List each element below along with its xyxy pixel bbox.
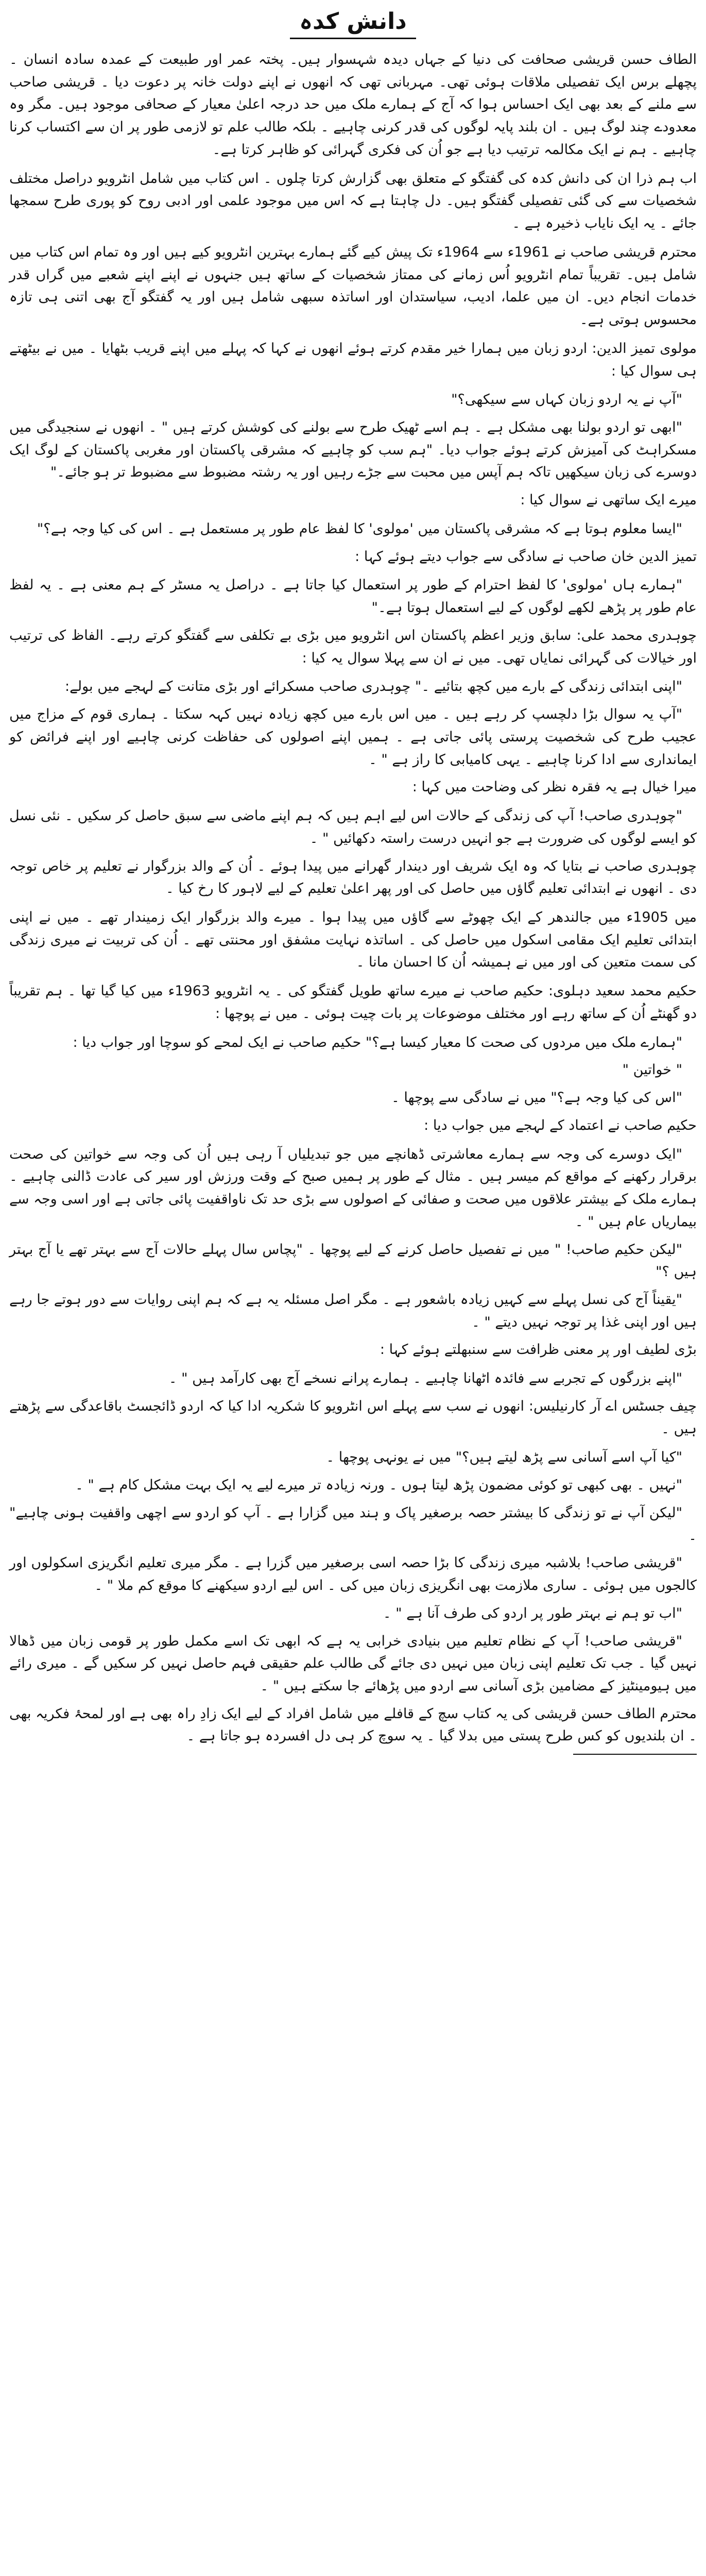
paragraph: میرا خیال ہے یہ فقرہ نظر کی وضاحت میں کہا : [412,779,697,795]
paragraph: میں 1905ء میں جالندھر کے ایک چھوٹے سے گاؤں میں پیدا ہوا ۔ میرے والد بزرگوار ایک زمیندار تھے ۔ میں نے اپنی ابتدائی تعلیم ایک مقامی اسکول میں حاصل کی ۔ اساتذہ نہایت مشفق اور محنتی تھے ۔ اُن کی تربیت نے میری زندگی کی سمت متعین کی اور میں نے ہمیشہ اُن کا احسان مانا ۔ [9,909,697,971]
article-title [9,7,697,39]
quote: "ہمارے ملک میں مردوں کی صحت کا معیار کیسا ہے؟" حکیم صاحب نے ایک لمحے کو سوچا اور جواب دیا : [73,1034,682,1050]
quote: "اب تو ہم نے بہتر طور پر اردو کی طرف آنا ہے " ۔ [383,1605,682,1621]
quote: "آپ نے یہ اردو زبان کہاں سے سیکھی؟" [451,392,682,408]
quote: "کیا آپ اسے آسانی سے پڑھ لیتے ہیں؟" میں نے یونہی پوچھا ۔ [326,1449,682,1466]
paragraph: الطاف حسن قریشی صحافت کی دنیا کے جہاں دیدہ شہسوار ہیں۔ پختہ عمر اور طبیعت کے عمدہ سادہ انسان ۔ پچھلے برس ایک تفصیلی ملاقات ہوئی تھی۔ مہربانی تھی کہ انھوں نے اپنے دولت خانہ پر دعوت دیا ۔ قریشی صاحب سے ملنے کے بعد بھی ایک احساس ہوا کہ آج کے ہمارے ملک میں حد درجہ اعلیٰ معیار کے صحافی موجود ہیں۔ مگر وہ معدودے چند لوگ ہیں ۔ ان بلند پایہ لوگوں کی قدر کرنی چاہیے ۔ بلکہ طالب علم تو لازمی طور پر ان سے اکتساب کرنا چاہیے ۔ ہم نے ایک مکالمہ ترتیب دیا ہے جو اُن کی فکری گہرائی کو ظاہر کرتا ہے۔ [9,52,697,158]
quote: "نہیں ۔ بھی کبھی تو کوئی مضمون پڑھ لیتا ہوں ۔ ورنہ زیادہ تر میرے لیے یہ ایک بہت مشکل کام ہے " ۔ [75,1477,682,1494]
quote: "یقیناً آج کی نسل پہلے سے کہیں زیادہ باشعور ہے ۔ مگر اصل مسئلہ یہ ہے کہ ہم اپنی روایات سے دور ہوتے جا رہے ہیں اور اپنی غذا پر توجہ نہیں دیتے " ۔ [9,1291,697,1330]
quote: "ایک دوسرے کی وجہ سے ہمارے معاشرتی ڈھانچے میں جو تبدیلیاں آ رہی ہیں اُن کی وجہ سے خواتین کی صحت برقرار رکھنے کے مواقع کم میسر ہیں ۔ مثال کے طور پر ہمیں صبح کے وقت ورزش اور سیر کی عادت ڈالنی چاہیے ۔ ہمارے ملک کے بیشتر علاقوں میں صحت و صفائی کے اصولوں سے بڑی حد تک ناواقفیت پائی جاتی ہے اور اسی وجہ سے بیماریاں عام ہیں " ۔ [9,1146,697,1230]
paragraph: چیف جسٹس اے آر کارنیلیس: انھوں نے سب سے پہلے اس انٹرویو کا شکریہ ادا کیا کہ اردو ڈائجسٹ باقاعدگی سے پڑھتے ہیں ۔ [9,1398,697,1437]
paragraph: چوہدری محمد علی: سابق وزیر اعظم پاکستان اس انٹرویو میں بڑی بے تکلفی سے گفتگو کرتے رہے۔ الفاظ کی ترتیب اور خیالات کی گہرائی نمایاں تھی۔ میں نے ان سے پہلا سوال یہ کیا : [9,627,697,666]
paragraph: چوہدری صاحب نے بتایا کہ وہ ایک شریف اور دیندار گھرانے میں پیدا ہوئے ۔ اُن کے والد بزرگوار نے تعلیم پر خاص توجہ دی ۔ انھوں نے ابتدائی تعلیم گاؤں میں حاصل کی اور پھر اعلیٰ تعلیم کے لیے لاہور کا رخ کیا ۔ [9,858,697,897]
quote: "ہمارے ہاں 'مولوی' کا لفظ احترام کے طور پر استعمال کیا جاتا ہے ۔ دراصل یہ مسٹر کے ہم معنی ہے ۔ یہ لفظ عام طور پر پڑھے لکھے لوگوں کے لیے استعمال ہوتا ہے۔" [9,577,697,616]
paragraph: حکیم صاحب نے اعتماد کے لہجے میں جواب دیا : [424,1117,697,1133]
quote: "ابھی تو اردو بولنا بھی مشکل ہے ۔ ہم اسے ٹھیک طرح سے بولنے کی کوشش کرتے ہیں " ۔ انھوں نے سنجیدگی میں مسکراہٹ کی آمیزش کرتے ہوئے جواب دیا۔ "ہم سب کو چاہیے کہ مشرقی پاکستان اور مغربی پاکستان کے لوگ ایک دوسرے کی زبان سیکھیں تاکہ ہم آپس میں محبت سے جڑے رہیں اور یہ رشتہ مضبوط سے مضبوط تر ہو جائے۔" [9,419,697,481]
quote: "اس کی کیا وجہ ہے؟" میں نے سادگی سے پوچھا ۔ [391,1090,682,1106]
quote: "ایسا معلوم ہوتا ہے کہ مشرقی پاکستان میں 'مولوی' کا لفظ عام طور پر مستعمل ہے ۔ اس کی کیا وجہ ہے؟" [37,520,682,537]
paragraph: اب ہم ذرا ان کی دانش کدہ کی گفتگو کے متعلق بھی گزارش کرتا چلوں ۔ اس کتاب میں شامل انٹرویو دراصل مختلف شخصیات سے کی گئی تفصیلی گفتگو ہیں۔ دل چاہتا ہے کہ اس میں موجود علمی اور ادبی روح کو پوری طرح سمجھا جائے ۔ یہ ایک نایاب ذخیرہ ہے ۔ [9,170,697,232]
paragraph: مولوی تمیز الدین: اردو زبان میں ہمارا خیر مقدم کرتے ہوئے انھوں نے کہا کہ پہلے میں اپنے قریب بٹھایا ۔ میں نے بیٹھتے ہی سوال کیا : [9,340,697,379]
quote: "قریشی صاحب! آپ کے نظام تعلیم میں بنیادی خرابی یہ ہے کہ ابھی تک اسے مکمل طور پر قومی زبان میں ڈھالا نہیں گیا ۔ جب تک تعلیم اپنی زبان میں نہیں دی جائے گی طالب علم حقیقی فہم حاصل نہیں کر سکیں گے ۔ میری رائے میں ہیومینٹیز کے مضامین بڑی آسانی سے اردو میں پڑھائے جا سکتے ہیں " ۔ [9,1633,697,1694]
quote: "آپ یہ سوال بڑا دلچسپ کر رہے ہیں ۔ میں اس بارے میں کچھ زیادہ نہیں کہہ سکتا ۔ ہماری قوم کے مزاج میں عجیب طرح کی شخصیت پرستی پائی جاتی ہے ۔ ہمیں اپنے اصولوں کی حفاظت کرنی چاہیے اور اپنے فرائض کو ایمانداری سے ادا کرنا چاہیے ۔ یہی کامیابی کا راز ہے " ۔ [9,706,697,768]
quote: " خواتین " [622,1062,682,1078]
title-text: دانش کدہ [290,7,416,39]
closing-divider [573,1754,697,1755]
paragraph: تمیز الدین خان صاحب نے سادگی سے جواب دیتے ہوئے کہا : [355,548,697,565]
paragraph: بڑی لطیف اور پر معنی ظرافت سے سنبھلتے ہوئے کہا : [380,1342,697,1358]
paragraph: محترم قریشی صاحب نے 1961ء سے 1964ء تک پیش کیے گئے ہمارے بہترین انٹرویو کیے ہیں اور وہ تمام اس کتاب میں شامل ہیں۔ تقریباً تمام انٹرویو اُس زمانے کی ممتاز شخصیات کے ساتھ ہیں جنہوں نے اپنے اپنے شعبے میں گراں قدر خدمات انجام دیں۔ ان میں علما، ادیب، سیاستدان اور اساتذہ سبھی شامل ہیں اور یہ گفتگو آج بھی اتنی ہی تازہ محسوس ہوتی ہے۔ [9,244,697,328]
paragraph: حکیم محمد سعید دہلوی: حکیم صاحب نے میرے ساتھ طویل گفتگو کی ۔ یہ انٹرویو 1963ء میں کیا گیا تھا ۔ ہم تقریباً دو گھنٹے اُن کے ساتھ رہے اور مختلف موضوعات پر بات چیت ہوئی ۔ میں نے پوچھا : [9,983,697,1022]
quote: "قریشی صاحب! بلاشبہ میری زندگی کا بڑا حصہ اسی برصغیر میں گزرا ہے ۔ مگر میری تعلیم انگریزی اسکولوں اور کالجوں میں ہوئی ۔ ساری ملازمت بھی انگریزی زبان میں کی ۔ اس لیے اردو سیکھنے کا موقع کم ملا " ۔ [9,1555,697,1594]
quote: "اپنی ابتدائی زندگی کے بارے میں کچھ بتائیے ۔" چوہدری صاحب مسکرائے اور بڑی متانت کے لہجے میں بولے: [65,679,682,695]
paragraph: محترم الطاف حسن قریشی کی یہ کتاب سچ کے قافلے میں شامل افراد کے لیے ایک زادِ راہ بھی ہے اور لمحۂ فکریہ بھی ۔ ان بلندیوں کو کس طرح پستی میں بدلا گیا ۔ یہ سوچ کر ہی دل افسردہ ہو جاتا ہے ۔ [9,1705,697,1744]
paragraph: میرے ایک ساتھی نے سوال کیا : [520,492,697,509]
quote: "لیکن حکیم صاحب! " میں نے تفصیل حاصل کرنے کے لیے پوچھا ۔ "پچاس سال پہلے حالات آج سے بہتر تھے یا آج بہتر ہیں ؟" [9,1241,697,1280]
quote: "چوہدری صاحب! آپ کی زندگی کے حالات اس لیے اہم ہیں کہ ہم اپنے ماضی سے سبق حاصل کر سکیں ۔ نئی نسل کو ایسے لوگوں کی ضرورت ہے جو انہیں درست راستہ دکھائیں " ۔ [9,808,697,846]
quote: "لیکن آپ نے تو زندگی کا بیشتر حصہ برصغیر پاک و ہند میں گزارا ہے ۔ آپ کو اردو سے اچھی واقفیت ہونی چاہیے" ۔ [9,1504,697,1544]
quote: "اپنے بزرگوں کے تجربے سے فائدہ اٹھانا چاہیے ۔ ہمارے پرانے نسخے آج بھی کارآمد ہیں " ۔ [168,1370,682,1387]
